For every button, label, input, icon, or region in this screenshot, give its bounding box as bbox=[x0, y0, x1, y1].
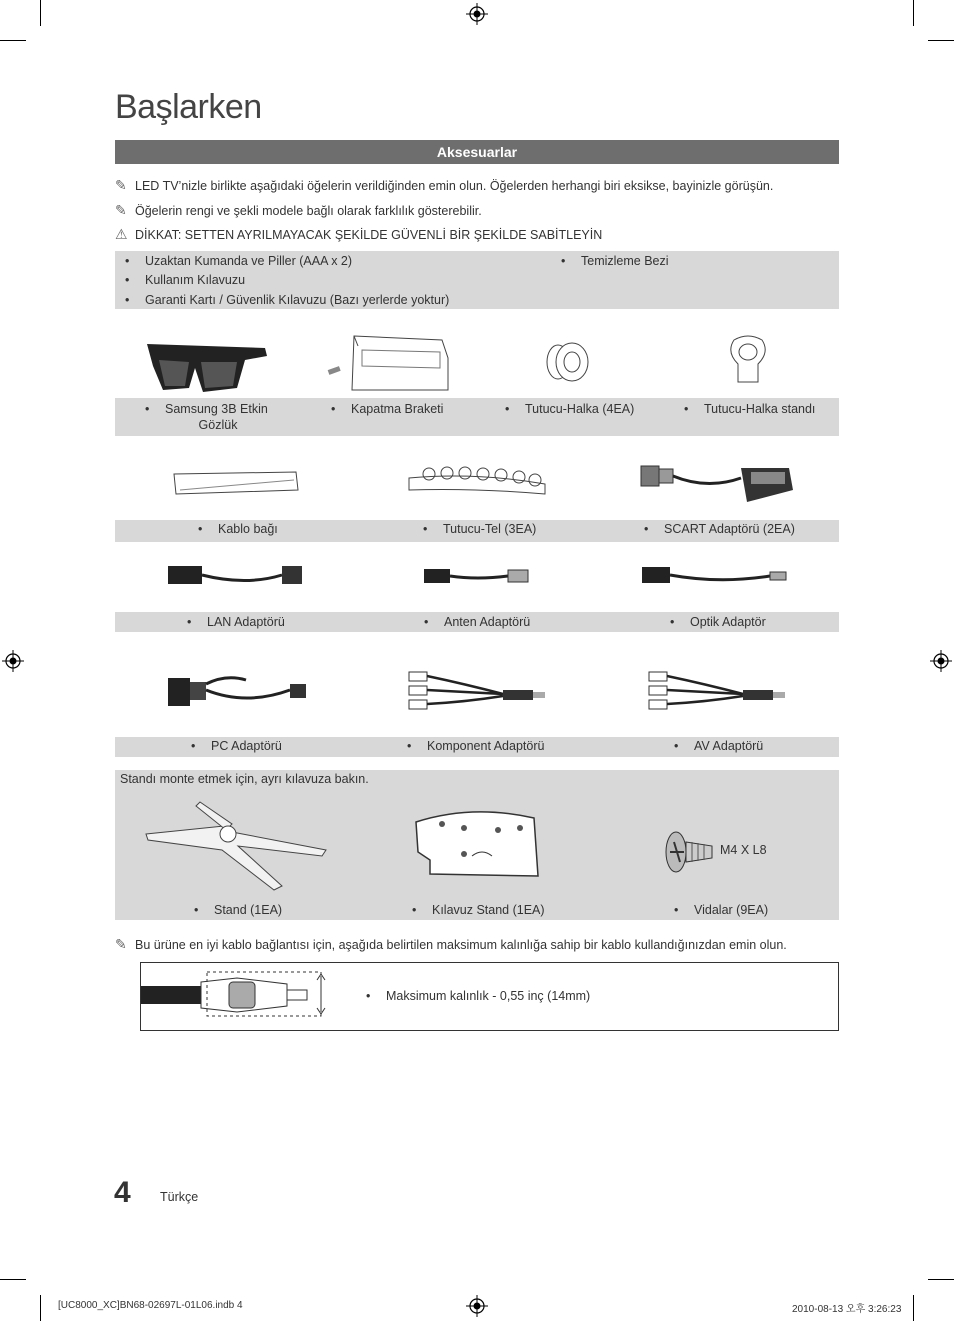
screw-spec: M4 X L8 bbox=[720, 843, 767, 857]
registration-mark-icon bbox=[466, 3, 488, 25]
item-label: • Samsung 3B Etkin bbox=[145, 402, 268, 416]
item-label: Gözlük bbox=[198, 418, 238, 432]
crop-mark bbox=[928, 40, 954, 41]
av-adapter-icon bbox=[645, 668, 790, 712]
note-line: ✎ Öğelerin rengi ve şekli modele bağlı olarak farklılık gösterebilir. bbox=[115, 202, 482, 218]
cable-tie-icon bbox=[170, 468, 302, 498]
item-label: • SCART Adaptörü (2EA) bbox=[644, 522, 795, 536]
scart-adapter-icon bbox=[637, 460, 797, 506]
pencil-note-icon: ✎ bbox=[115, 202, 127, 218]
list-item: • Uzaktan Kumanda ve Piller (AAA x 2) bbox=[125, 254, 352, 268]
optical-adapter-icon bbox=[640, 564, 795, 588]
pc-adapter-icon bbox=[166, 670, 308, 712]
cover-bracket-icon bbox=[322, 328, 452, 392]
holder-ring-icon bbox=[544, 340, 592, 384]
item-label: • Optik Adaptör bbox=[670, 615, 766, 629]
item-label: • Anten Adaptörü bbox=[424, 615, 530, 629]
pencil-note-icon: ✎ bbox=[115, 177, 127, 193]
crop-mark bbox=[40, 1295, 41, 1321]
registration-mark-icon bbox=[930, 650, 952, 672]
list-item: • Temizleme Bezi bbox=[561, 254, 669, 268]
antenna-adapter-icon bbox=[422, 566, 532, 586]
section-title: Aksesuarlar bbox=[115, 140, 839, 164]
item-label: • Maksimum kalınlık - 0,55 inç (14mm) bbox=[366, 989, 590, 1003]
crop-mark bbox=[40, 0, 41, 26]
holder-ring-stand-icon bbox=[724, 334, 772, 386]
crop-mark bbox=[0, 40, 26, 41]
pencil-note-icon: ✎ bbox=[115, 936, 127, 952]
note-line: ✎ Bu ürüne en iyi kablo bağlantısı için, aşağıda belirtilen maksimum kalınlığa sahip bir kablo kullandığınızdan emin olun. bbox=[115, 936, 787, 952]
list-item: • Garanti Kartı / Güvenlik Kılavuzu (Bazı yerlerde yoktur) bbox=[125, 293, 449, 307]
crop-mark bbox=[928, 1279, 954, 1280]
item-label: • Tutucu-Halka (4EA) bbox=[505, 402, 634, 416]
holder-wire-icon bbox=[405, 462, 550, 500]
language-label: Türkçe bbox=[160, 1190, 199, 1204]
cable-diagram-icon bbox=[141, 966, 331, 1022]
stand-icon bbox=[142, 798, 332, 893]
item-label: • Kapatma Braketi bbox=[331, 402, 443, 416]
item-label: • Tutucu-Halka standı bbox=[684, 402, 815, 416]
page-title: Başlarken bbox=[115, 88, 262, 126]
crop-mark bbox=[913, 0, 914, 26]
footer-date: 2010-08-13 오후 3:26:23 bbox=[792, 1304, 902, 1315]
item-label: • LAN Adaptörü bbox=[187, 615, 285, 629]
item-label: • Tutucu-Tel (3EA) bbox=[423, 522, 536, 536]
component-adapter-icon bbox=[405, 668, 550, 712]
note-line: ✎ LED TV’nizle birlikte aşağıdaki öğelerin verildiğinden emin olun. Öğelerden herhangi biri eksikse, bayinizle görüşün. bbox=[115, 177, 774, 193]
item-label: • Kablo bağı bbox=[198, 522, 278, 536]
item-label: • Komponent Adaptörü bbox=[407, 739, 544, 753]
crop-mark bbox=[0, 1279, 26, 1280]
item-label: • Stand (1EA) bbox=[194, 903, 282, 917]
warning-triangle-icon: ⚠ bbox=[115, 226, 128, 242]
item-label: • Kılavuz Stand (1EA) bbox=[412, 903, 545, 917]
3d-glasses-icon bbox=[145, 330, 270, 395]
screw-icon bbox=[664, 830, 716, 874]
footer-file: [UC8000_XC]BN68-02697L-01L06.indb 4 bbox=[58, 1300, 243, 1311]
lan-adapter-icon bbox=[166, 562, 306, 590]
page-number: 4 bbox=[114, 1176, 131, 1209]
caution-line: ⚠ DİKKAT: SETTEN AYRILMAYACAK ŞEKİLDE GÜVENLİ BİR ŞEKİLDE SABİTLEYİN bbox=[115, 226, 603, 242]
list-item: • Kullanım Kılavuzu bbox=[125, 273, 245, 287]
stand-note: Standı monte etmek için, ayrı kılavuza bakın. bbox=[120, 772, 369, 786]
item-label: • PC Adaptörü bbox=[191, 739, 282, 753]
registration-mark-icon bbox=[2, 650, 24, 672]
registration-mark-icon bbox=[466, 1295, 488, 1317]
item-label: • Vidalar (9EA) bbox=[674, 903, 768, 917]
item-label: • AV Adaptörü bbox=[674, 739, 763, 753]
crop-mark bbox=[913, 1295, 914, 1321]
guide-stand-icon bbox=[412, 808, 542, 882]
